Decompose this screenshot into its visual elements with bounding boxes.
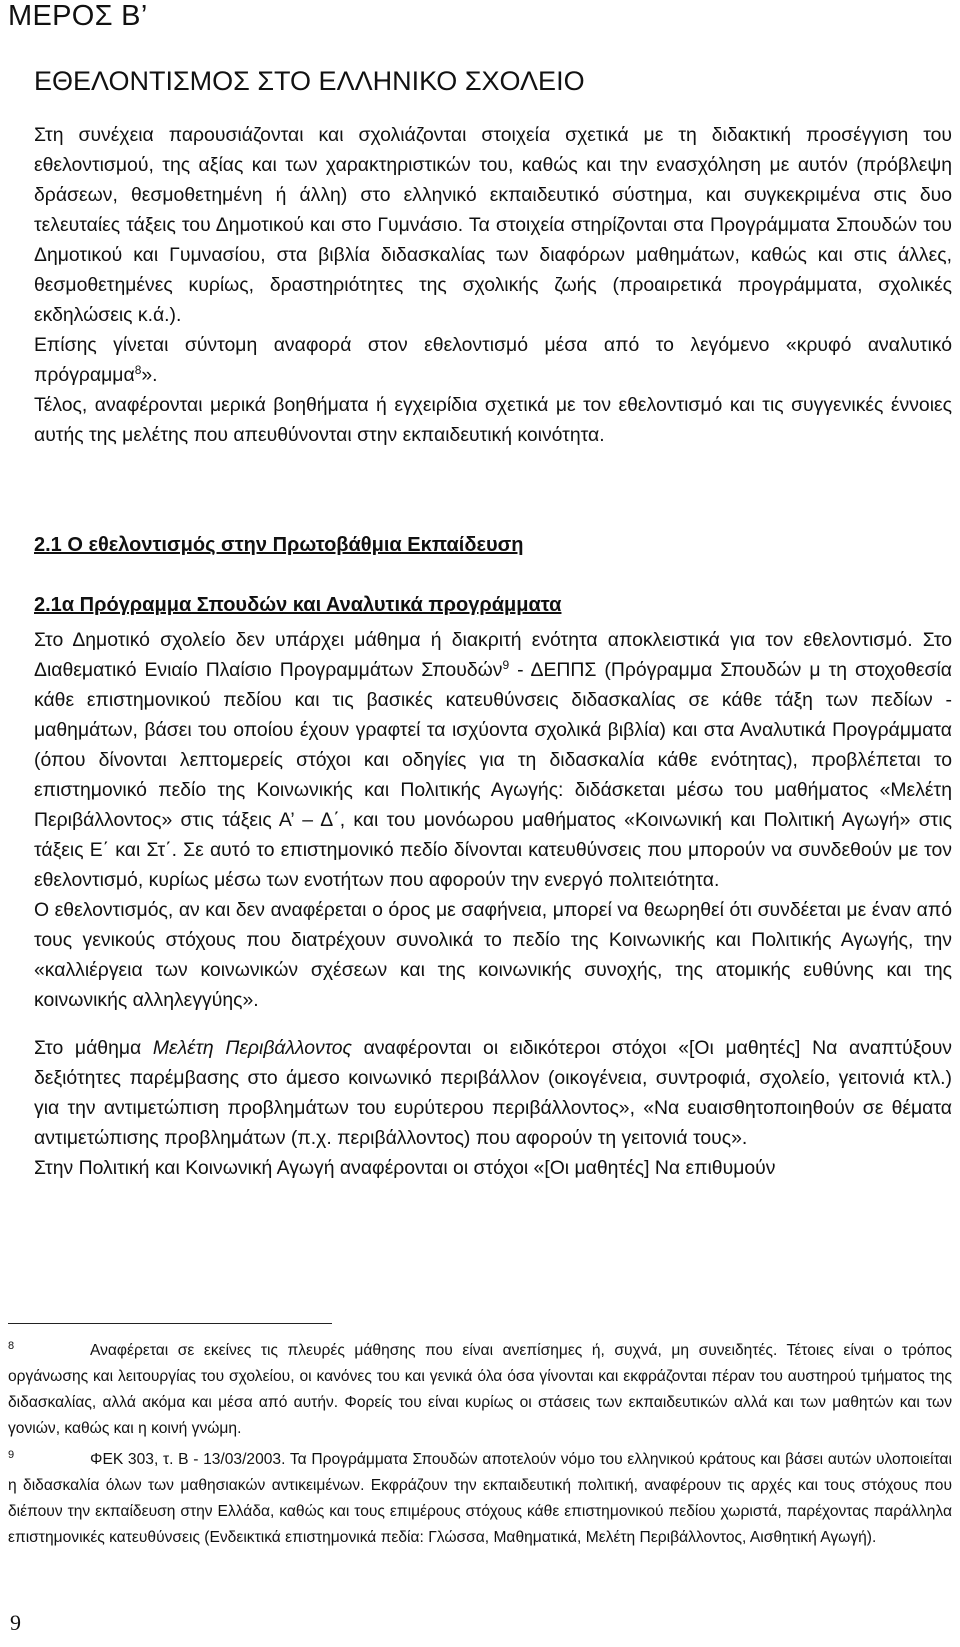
intro-paragraph-2-text: Επίσης γίνεται σύντομη αναφορά στον εθελοντισμό μέσα από το λεγόμενο «κρυφό αναλυτικό πρόγραμμα (34, 334, 952, 386)
section-paragraph-4: Στην Πολιτική και Κοινωνική Αγωγή αναφέρονται οι στόχοι «[Οι μαθητές] Να επιθυμούν (34, 1157, 776, 1179)
section-paragraph-3 (34, 1033, 952, 1153)
subsection-heading-2-1a: 2.1α Πρόγραμμα Σπουδών και Αναλυτικά προγράμματα (34, 594, 562, 616)
part-title: ΜΕΡΟΣ Β’ (8, 0, 148, 32)
main-title: ΕΘΕΛΟΝΤΙΣΜΟΣ ΣΤΟ ΕΛΛΗΝΙΚΟ ΣΧΟΛΕΙΟ (34, 66, 585, 96)
footnotes (8, 1333, 952, 1551)
footnote-8 (8, 1333, 952, 1442)
section-paragraph-3-cont: αναφέρονται οι ειδικότεροι στόχοι «[Οι μαθητές] Να αναπτύξουν δεξιότητες παρέμβασης στο άμεσο κοινωνικό περιβάλλον (οικογένεια, συντροφιά, σχολείο, γειτονιά κτλ.) για την αντιμετώπιση προβλημάτων του ευρύτερου περιβάλλοντος», «Να ευαισθητοποιηθούν σε θέματα αντιμετώπισης προβλημάτων (π.χ. περιβάλλοντος) που αφορούν τη γειτονιά τους». (34, 1037, 952, 1149)
section-paragraph-3-text: Στο μάθημα (34, 1037, 153, 1059)
intro-paragraph-1-text: Στη συνέχεια παρουσιάζονται και σχολιάζονται στοιχεία σχετικά με τη διδακτική προσέγγιση του εθελοντισμού, της αξίας και των χαρακτηριστικών του, καθώς και την ενασχόληση με αυτόν (πρόβλεψη δράσεων, θεσμοθετημένη ή άλλη) στο ελληνικό εκπαιδευτικό σύστημα, και συγκεκριμένα στις δυο τελευταίες τάξεις του Δημοτικού και στο Γυμνάσιο. Τα στοιχεία στηρίζονται στα Προγράμματα Σπουδών του Δημοτικού και Γυμνασίου, στα βιβλία διδασκαλίας των διαφόρων μαθημάτων, καθώς και στις άλλες, θεσμοθετημένες κυρίως, δραστηριότητες της σχολικής ζωής (προαιρετικά προγράμματα, σχολικές εκδηλώσεις κ.ά.). (34, 124, 952, 326)
paragraph-gap (34, 1015, 952, 1033)
section-paragraph-1 (34, 625, 952, 895)
footnote-number: 8 (8, 1340, 15, 1352)
footnote-9 (8, 1442, 952, 1551)
footnote-divider (8, 1323, 332, 1324)
intro-paragraph-3: Τέλος, αναφέρονται μερικά βοηθήματα ή εγχειρίδια σχετικά με τον εθελοντισμό και τις συγγενικές έννοιες αυτής της μελέτης που απευθύνονται στην εκπαιδευτική κοινότητα. (34, 394, 952, 446)
intro-section (34, 120, 952, 450)
footnote-ref-8[interactable]: 8 (134, 363, 142, 377)
page-number: 9 (10, 1610, 21, 1635)
footnote-text: Αναφέρεται σε εκείνες τις πλευρές μάθησης που είναι ανεπίσημες ή, συχνά, μη συνειδητές. Τέτοιες είναι ο τρόπος οργάνωσης και λειτουργίας του σχολείου, οι κανόνες του και γενικά όλα όσα γίνονται και εκφράζονται πέραν του αυστηρού τμήματος της διδασκαλίας, αλλά ακόμα και μέσα από αυτήν. Φορείς του είναι κυρίως οι στάσεις των εκπαιδευτικών αλλά και των μαθητών και των γονιών, καθώς και η κοινή γνώμη. (8, 1342, 952, 1437)
footnote-ref-9[interactable]: 9 (502, 658, 510, 672)
intro-paragraph-2-end: ». (141, 364, 158, 386)
footnote-number: 9 (8, 1449, 15, 1461)
section-2-1-body (34, 625, 952, 1183)
section-paragraph-1-cont: - ΔΕΠΠΣ (Πρόγραμμα Σπουδών μ τη στοχοθεσία κάθε επιστημονικού πεδίου και τις βασικές κατευθύνσεις διδασκαλίας σε κάθε τάξη των πεδίων - μαθημάτων, βάσει του οποίου έχουν γραφτεί τα ισχύοντα σχολικά βιβλία) και στα Αναλυτικά Προγράμματα (όπου δίνονται λεπτομερείς στόχοι και οδηγίες για τη διδασκαλία κάθε ενότητας), προβλέπεται το επιστημονικό πεδίο της Κοινωνικής και Πολιτικής Αγωγής: διδάσκεται μέσω του μαθήματος «Μελέτη Περιβάλλοντος» στις τάξεις Α’ – Δ΄, και του μονόωρου μαθήματος «Κοινωνική και Πολιτική Αγωγή» στις τάξεις Ε΄ και Στ΄. Σε αυτό το επιστημονικό πεδίο δίνονται κατευθύνσεις που μπορούν να συνδεθούν με τον εθελοντισμό, κυρίως μέσω των ενοτήτων που αφορούν την ενεργό πολιτειότητα. (34, 659, 952, 891)
footnote-text: ΦΕΚ 303, τ. Β - 13/03/2003. Τα Προγράμματα Σπουδών αποτελούν νόμο του ελληνικού κράτους και βάσει αυτών υλοποιείται η διδασκαλία όλων των μαθησιακών αντικειμένων. Εκφράζουν την εκπαιδευτική πολιτική, αναφέρουν τις αρχές και τους στόχους που διέπουν την εκπαίδευση στην Ελλάδα, καθώς και τους επιμέρους στόχους κάθε επιστημονικού πεδίου χωριστά, παρέχοντας παράλληλα επιστημονικές κατευθύνσεις (Ενδεικτικά επιστημονικά πεδία: Γλώσσα, Μαθηματικά, Μελέτη Περιβάλλοντος, Αισθητική Αγωγή). (8, 1451, 952, 1546)
course-name-italic: Μελέτη Περιβάλλοντος (152, 1037, 352, 1059)
intro-paragraph-1 (34, 120, 952, 330)
section-heading-2-1: 2.1 Ο εθελοντισμός στην Πρωτοβάθμια Εκπαίδευση (34, 534, 524, 556)
intro-paragraph-2 (34, 330, 952, 390)
section-paragraph-1-text: Στο Δημοτικό σχολείο δεν υπάρχει μάθημα ή διακριτή ενότητα αποκλειστικά για τον εθελοντισμό. Στο Διαθεματικό Ενιαίο Πλαίσιο Προγραμμάτων Σπουδών (34, 629, 952, 681)
section-paragraph-2: Ο εθελοντισμός, αν και δεν αναφέρεται ο όρος με σαφήνεια, μπορεί να θεωρηθεί ότι συνδέεται με έναν από τους γενικούς στόχους που διατρέχουν συνολικά το πεδίο της Κοινωνικής και Πολιτικής Αγωγής, την «καλλιέργεια των κοινωνικών σχέσεων και της κοινωνικής συνοχής, της ατομικής ευθύνης και της κοινωνικής αλληλεγγύης». (34, 899, 952, 1011)
